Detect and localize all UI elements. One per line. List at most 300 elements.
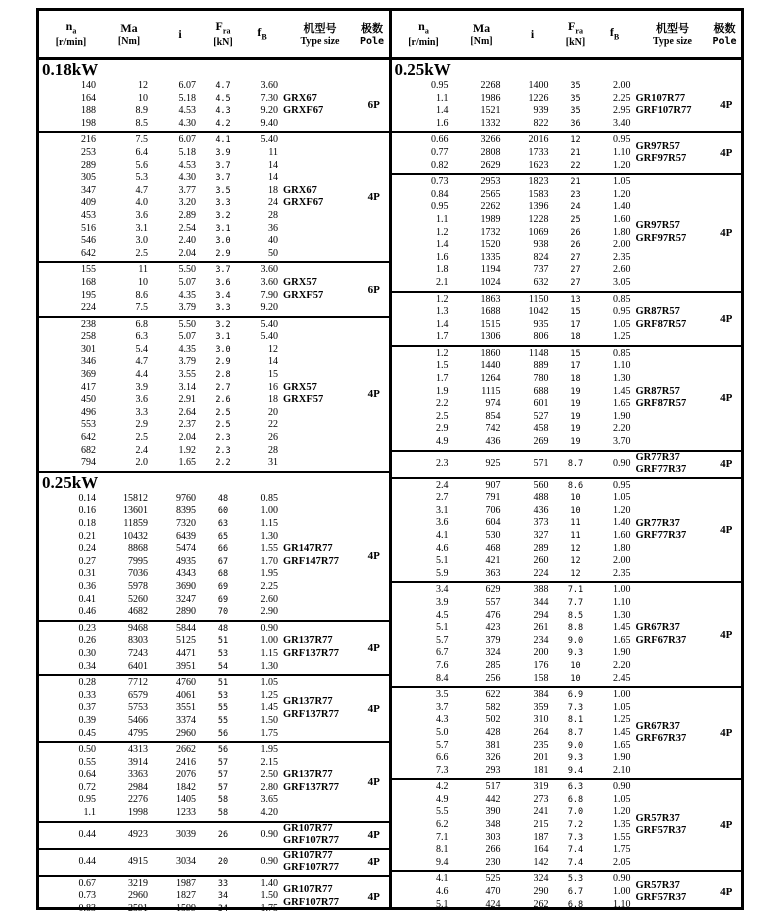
table-row bbox=[392, 306, 636, 319]
cell-ma: 2960 bbox=[128, 890, 148, 902]
cell-i: 164 bbox=[533, 844, 549, 856]
cell-i: 1150 bbox=[528, 293, 549, 305]
group-rows bbox=[392, 452, 636, 477]
cell-i: 1827 bbox=[176, 890, 196, 902]
cell-fra: 3.0 bbox=[215, 236, 231, 247]
table-row bbox=[392, 765, 636, 778]
type-size-line: GR107R77 bbox=[283, 884, 333, 896]
cell-i: 260 bbox=[533, 555, 549, 567]
cell-na: 0.46 bbox=[78, 606, 96, 618]
cell-na: 546 bbox=[81, 235, 96, 247]
cell-i: 939 bbox=[533, 105, 549, 117]
cell-fra: 3.6 bbox=[215, 277, 231, 288]
cell-i: 215 bbox=[533, 819, 549, 831]
cell-na: 409 bbox=[81, 197, 96, 209]
cell-ma: 4682 bbox=[128, 606, 148, 618]
cell-fb: 31 bbox=[268, 457, 278, 469]
cell-na: 3.4 bbox=[436, 584, 449, 596]
cell-fra: 55 bbox=[217, 703, 229, 714]
cell-ma: 10432 bbox=[123, 530, 148, 542]
cell-fra: 8.7 bbox=[567, 458, 584, 469]
cell-fb: 1.00 bbox=[260, 635, 278, 647]
cell-na: 8.1 bbox=[436, 844, 449, 856]
cell-ma: 8.9 bbox=[135, 105, 148, 117]
cell-i: 822 bbox=[533, 117, 549, 129]
cell-fra: 34 bbox=[217, 903, 229, 914]
cell-fra: 7.2 bbox=[567, 820, 584, 831]
cell-ma: 3.6 bbox=[135, 394, 148, 406]
rating-group bbox=[392, 479, 742, 584]
cell-fb: 40 bbox=[268, 235, 278, 247]
type-size-label bbox=[283, 133, 359, 261]
type-size-label bbox=[636, 347, 712, 450]
table-row bbox=[392, 80, 636, 93]
cell-fb: 1.40 bbox=[613, 201, 631, 213]
table-row bbox=[39, 677, 283, 690]
cell-ma: 3219 bbox=[128, 877, 148, 889]
table-row bbox=[39, 369, 283, 382]
cell-i: 3374 bbox=[176, 714, 196, 726]
cell-i: 4343 bbox=[176, 568, 196, 580]
col-header-na bbox=[39, 11, 103, 57]
rating-group bbox=[392, 688, 742, 780]
type-size-label bbox=[283, 263, 359, 315]
cell-ma: 2.5 bbox=[135, 432, 148, 444]
col-unit: [Nm] bbox=[117, 35, 141, 47]
cell-na: 224 bbox=[81, 302, 96, 314]
cell-na: 1.9 bbox=[436, 385, 449, 397]
cell-fb: 1.55 bbox=[260, 543, 278, 555]
cell-fra: 26 bbox=[570, 227, 581, 238]
type-size-label bbox=[636, 293, 712, 345]
cell-ma: 2.0 bbox=[135, 457, 148, 469]
cell-ma: 421 bbox=[485, 555, 501, 567]
cell-na: 2.9 bbox=[436, 423, 449, 435]
cell-na: 0.44 bbox=[78, 828, 96, 840]
pole-label: 4P bbox=[367, 890, 380, 903]
cell-i: 935 bbox=[533, 318, 549, 330]
cell-i: 1823 bbox=[528, 176, 549, 188]
cell-fb: 2.35 bbox=[613, 251, 631, 263]
cell-i: 373 bbox=[533, 517, 549, 529]
cell-fra: 2.5 bbox=[215, 420, 231, 431]
cell-ma: 381 bbox=[485, 739, 501, 751]
cell-ma: 13601 bbox=[123, 505, 148, 517]
cell-na: 0.55 bbox=[78, 756, 96, 768]
type-size-label bbox=[636, 872, 712, 912]
table-row bbox=[39, 134, 283, 147]
cell-fb: 14 bbox=[268, 159, 278, 171]
cell-ma: 468 bbox=[485, 542, 501, 554]
type-size-label bbox=[283, 850, 359, 875]
power-section-title: 0.25kW bbox=[394, 60, 451, 79]
col-symbol: Ma bbox=[120, 20, 138, 35]
cell-fra: 7.7 bbox=[567, 597, 584, 608]
cell-na: 1.7 bbox=[436, 331, 449, 343]
cell-i: 142 bbox=[533, 856, 549, 868]
cell-fra: 2.3 bbox=[215, 433, 231, 444]
table-row bbox=[39, 223, 283, 236]
cell-ma: 2276 bbox=[128, 794, 148, 806]
type-size-line: GRF87R57 bbox=[635, 398, 687, 410]
type-size-line: GRF107R77 bbox=[283, 896, 339, 908]
col-symbol: i bbox=[530, 26, 535, 41]
group-rows bbox=[392, 583, 636, 686]
cell-ma: 10 bbox=[138, 276, 148, 288]
pole-label: 4P bbox=[367, 641, 380, 654]
cell-i: 5844 bbox=[176, 622, 196, 634]
cell-na: 0.95 bbox=[431, 80, 449, 91]
table-row bbox=[39, 531, 283, 544]
cell-fb: 1.30 bbox=[260, 530, 278, 542]
cell-fb: 14 bbox=[268, 172, 278, 184]
col-header-ma bbox=[103, 11, 155, 57]
cell-na: 0.72 bbox=[78, 781, 96, 793]
table-row bbox=[392, 568, 636, 581]
cell-fra: 3.4 bbox=[215, 290, 231, 301]
cell-fra: 3.1 bbox=[215, 223, 231, 234]
cell-ma: 326 bbox=[485, 752, 501, 764]
cell-fra: 21 bbox=[570, 177, 581, 188]
type-size-line: GRF147R77 bbox=[283, 555, 339, 567]
cell-na: 6.7 bbox=[436, 647, 449, 659]
cell-i: 201 bbox=[533, 752, 549, 764]
type-size-line: GRX67 bbox=[283, 92, 317, 104]
cell-fb: 1.50 bbox=[260, 890, 278, 902]
cell-na: 4.9 bbox=[436, 436, 449, 448]
group-rows bbox=[39, 877, 283, 916]
pole-label: 4P bbox=[720, 392, 733, 405]
type-size-line: GRF97R57 bbox=[635, 232, 687, 244]
cell-ma: 1521 bbox=[480, 105, 501, 117]
cell-na: 5.7 bbox=[436, 634, 449, 646]
cell-ma: 2.5 bbox=[135, 247, 148, 259]
cell-ma: 974 bbox=[485, 398, 501, 410]
cell-ma: 557 bbox=[485, 596, 501, 608]
cell-fra: 60 bbox=[217, 506, 229, 517]
cell-fb: 0.90 bbox=[613, 873, 631, 885]
type-size-line: GRXF57 bbox=[283, 289, 324, 301]
table-row bbox=[39, 197, 283, 210]
cell-i: 4.30 bbox=[178, 172, 196, 184]
cell-fra: 9.0 bbox=[567, 635, 584, 646]
left-ratings-table bbox=[39, 11, 392, 914]
type-size-line: GRF77R37 bbox=[635, 464, 687, 476]
cell-fra: 6.7 bbox=[567, 887, 584, 898]
type-size-line: GR107R77 bbox=[283, 849, 333, 861]
cell-fb: 1.75 bbox=[260, 727, 278, 739]
cell-fb: 7.90 bbox=[260, 289, 278, 301]
cell-i: 436 bbox=[533, 504, 549, 516]
cell-fra: 27 bbox=[570, 277, 581, 288]
cell-na: 0.26 bbox=[78, 635, 96, 647]
cell-fb: 1.10 bbox=[613, 898, 631, 910]
cell-na: 417 bbox=[81, 381, 96, 393]
table-row bbox=[39, 172, 283, 185]
cell-fb: 1.00 bbox=[260, 505, 278, 517]
cell-i: 4.53 bbox=[178, 105, 196, 117]
cell-fra: 8.1 bbox=[567, 715, 584, 726]
cell-fra: 19 bbox=[570, 437, 581, 448]
table-row bbox=[39, 277, 283, 290]
type-size-line: GR137R77 bbox=[283, 696, 333, 708]
cell-ma: 230 bbox=[485, 856, 501, 868]
cell-fra: 6.8 bbox=[567, 899, 584, 910]
cell-na: 164 bbox=[81, 92, 96, 104]
cell-ma: 3914 bbox=[128, 756, 148, 768]
cell-fb: 1.20 bbox=[613, 806, 631, 818]
cell-na: 7.6 bbox=[436, 659, 449, 671]
cell-na: 0.66 bbox=[431, 134, 449, 146]
cell-i: 2890 bbox=[176, 606, 196, 618]
cell-fra: 6.9 bbox=[567, 690, 584, 701]
cell-i: 6439 bbox=[176, 530, 196, 542]
cell-fra: 20 bbox=[217, 856, 229, 867]
cell-na: 4.1 bbox=[436, 873, 449, 885]
pole-label: 4P bbox=[720, 886, 733, 899]
table-row bbox=[392, 386, 636, 399]
cell-fra: 3.2 bbox=[215, 210, 231, 221]
cell-na: 5.1 bbox=[436, 898, 449, 910]
cell-ma: 8303 bbox=[128, 635, 148, 647]
cell-i: 2.54 bbox=[178, 222, 196, 234]
table-row bbox=[392, 622, 636, 635]
cell-fra: 19 bbox=[570, 411, 581, 422]
rating-group bbox=[392, 133, 742, 175]
table-row bbox=[39, 728, 283, 741]
cell-fra: 23 bbox=[570, 189, 581, 200]
cell-i: 1.92 bbox=[178, 444, 196, 456]
group-rows bbox=[392, 79, 636, 131]
col-unit: [r/min] bbox=[408, 36, 439, 48]
cell-i: 4935 bbox=[176, 555, 196, 567]
cell-fb: 0.90 bbox=[260, 828, 278, 840]
cell-fb: 2.25 bbox=[260, 580, 278, 592]
cell-fb: 1.90 bbox=[613, 647, 631, 659]
pole-label: 4P bbox=[367, 775, 380, 788]
cell-fb: 2.60 bbox=[260, 593, 278, 605]
cell-ma: 1440 bbox=[480, 360, 501, 372]
table-header bbox=[39, 11, 389, 60]
cell-fb: 18 bbox=[268, 394, 278, 406]
cell-ma: 604 bbox=[485, 517, 501, 529]
table-row bbox=[392, 252, 636, 265]
cell-fb: 1.10 bbox=[613, 596, 631, 608]
cell-i: 388 bbox=[533, 584, 549, 596]
cell-na: 0.83 bbox=[78, 902, 96, 914]
cell-ma: 7.5 bbox=[135, 134, 148, 146]
cell-fra: 18 bbox=[570, 332, 581, 343]
table-row bbox=[39, 493, 283, 506]
cell-na: 8.4 bbox=[436, 672, 449, 684]
col-unit: Pole bbox=[359, 35, 385, 47]
cell-ma: 6.3 bbox=[135, 331, 148, 343]
table-row bbox=[392, 873, 636, 886]
table-row bbox=[392, 147, 636, 160]
type-size-line: GR137R77 bbox=[283, 635, 333, 647]
cell-na: 3.9 bbox=[436, 596, 449, 608]
cell-fb: 2.95 bbox=[613, 105, 631, 117]
group-rows bbox=[39, 823, 283, 848]
cell-fb: 2.20 bbox=[613, 659, 631, 671]
cell-ma: 7995 bbox=[128, 555, 148, 567]
cell-fra: 10 bbox=[570, 660, 581, 671]
table-row bbox=[39, 432, 283, 445]
col-unit: Type size bbox=[653, 35, 692, 47]
type-size-line: GRF67R37 bbox=[635, 733, 687, 745]
cell-i: 269 bbox=[533, 436, 549, 448]
cell-fra: 2.7 bbox=[215, 382, 231, 393]
cell-fra: 8.6 bbox=[567, 480, 584, 491]
cell-ma: 1863 bbox=[480, 293, 501, 305]
pole-label: 4P bbox=[367, 829, 380, 842]
table-row bbox=[39, 331, 283, 344]
cell-ma: 379 bbox=[485, 634, 501, 646]
group-rows bbox=[392, 688, 636, 778]
cell-ma: 1332 bbox=[480, 117, 501, 129]
cell-ma: 390 bbox=[485, 806, 501, 818]
col-symbol: $f_B$ bbox=[609, 25, 620, 42]
cell-fb: 2.90 bbox=[260, 606, 278, 618]
group-rows bbox=[39, 492, 283, 620]
table-row bbox=[392, 319, 636, 332]
type-size-label bbox=[283, 318, 359, 471]
cell-ma: 3.3 bbox=[135, 406, 148, 418]
cell-na: 682 bbox=[81, 444, 96, 456]
pole-label: 4P bbox=[720, 727, 733, 740]
cell-fb: 1.05 bbox=[613, 318, 631, 330]
cell-fb: 3.65 bbox=[260, 794, 278, 806]
col-unit: [kN] bbox=[213, 36, 233, 48]
cell-fra: 8.8 bbox=[567, 623, 584, 634]
cell-fb: 7.30 bbox=[260, 92, 278, 104]
type-size-line: GR87R57 bbox=[635, 385, 680, 397]
cell-ma: 428 bbox=[485, 726, 501, 738]
cell-na: 289 bbox=[81, 159, 96, 171]
cell-fb: 1.45 bbox=[613, 385, 631, 397]
cell-fb: 1.65 bbox=[613, 739, 631, 751]
group-rows bbox=[392, 347, 636, 450]
cell-fb: 1.10 bbox=[613, 360, 631, 372]
cell-i: 1599 bbox=[176, 902, 196, 914]
cell-fra: 3.7 bbox=[215, 173, 231, 184]
cell-ma: 2591 bbox=[128, 902, 148, 914]
cell-i: 235 bbox=[533, 739, 549, 751]
cell-i: 224 bbox=[533, 567, 549, 579]
cell-fb: 1.35 bbox=[613, 819, 631, 831]
type-size-label bbox=[636, 688, 712, 778]
table-row bbox=[39, 302, 283, 315]
cell-ma: 8868 bbox=[128, 543, 148, 555]
cell-na: 346 bbox=[81, 356, 96, 368]
table-row bbox=[392, 93, 636, 106]
rating-group bbox=[39, 850, 389, 877]
table-header bbox=[392, 11, 742, 60]
cell-fra: 65 bbox=[217, 531, 229, 542]
cell-fb: 1.60 bbox=[613, 530, 631, 541]
cell-na: 0.67 bbox=[78, 877, 96, 889]
cell-fra: 35 bbox=[570, 106, 581, 117]
col-unit: [kN] bbox=[565, 36, 586, 48]
cell-i: 1733 bbox=[528, 146, 549, 158]
cell-fb: 2.05 bbox=[613, 856, 631, 868]
cell-fb: 2.50 bbox=[260, 769, 278, 781]
cell-fb: 1.20 bbox=[613, 188, 631, 200]
cell-na: 496 bbox=[81, 406, 96, 418]
cell-ma: 266 bbox=[485, 844, 501, 856]
cell-na: 0.50 bbox=[78, 744, 96, 756]
cell-fb: 1.45 bbox=[613, 622, 631, 634]
rating-group bbox=[39, 622, 389, 676]
cell-fb: 0.90 bbox=[260, 855, 278, 867]
cell-na: 5.0 bbox=[436, 726, 449, 738]
cell-fb: 1.95 bbox=[260, 744, 278, 756]
table-row bbox=[392, 543, 636, 556]
cell-i: 200 bbox=[533, 647, 549, 659]
cell-fb: 1.80 bbox=[613, 542, 631, 554]
cell-fb: 2.20 bbox=[613, 423, 631, 435]
table-row bbox=[392, 702, 636, 715]
col-symbol: $n_a$ bbox=[418, 19, 429, 36]
cell-i: 2.04 bbox=[178, 247, 196, 259]
table-row bbox=[392, 530, 636, 543]
cell-ma: 8.5 bbox=[135, 117, 148, 129]
type-size-line: GR57R37 bbox=[635, 879, 680, 891]
group-rows bbox=[39, 133, 283, 261]
cell-i: 1987 bbox=[176, 877, 196, 889]
cell-fra: 3.0 bbox=[215, 344, 231, 355]
table-row bbox=[39, 568, 283, 581]
table-row bbox=[392, 411, 636, 424]
pole-label: 4P bbox=[367, 702, 380, 715]
cell-fb: 1.00 bbox=[613, 689, 631, 701]
cell-ma: 1264 bbox=[480, 373, 501, 385]
type-size-label bbox=[283, 676, 359, 741]
cell-fb: 1.50 bbox=[260, 714, 278, 726]
cell-na: 4.1 bbox=[436, 530, 449, 541]
cell-fra: 56 bbox=[217, 728, 229, 739]
rating-group bbox=[392, 347, 742, 452]
cell-ma: 12 bbox=[138, 80, 148, 91]
group-rows bbox=[392, 175, 636, 290]
cell-ma: 15812 bbox=[123, 492, 148, 504]
table-row bbox=[392, 689, 636, 702]
cell-fb: 0.90 bbox=[260, 622, 278, 634]
table-row bbox=[392, 832, 636, 845]
cell-i: 3.79 bbox=[178, 302, 196, 314]
cell-ma: 442 bbox=[485, 793, 501, 805]
cell-fra: 17 bbox=[570, 361, 581, 372]
table-row bbox=[39, 661, 283, 674]
table-row bbox=[39, 856, 283, 869]
cell-na: 1.2 bbox=[436, 293, 449, 305]
cell-fb: 1.25 bbox=[613, 331, 631, 343]
cell-i: 1405 bbox=[176, 794, 196, 806]
cell-fb: 15 bbox=[268, 369, 278, 381]
table-row bbox=[392, 264, 636, 277]
cell-i: 273 bbox=[533, 793, 549, 805]
table-row bbox=[392, 857, 636, 870]
cell-i: 1583 bbox=[528, 188, 549, 200]
cell-fra: 3.3 bbox=[215, 303, 231, 314]
cell-na: 195 bbox=[81, 289, 96, 301]
cell-ma: 476 bbox=[485, 609, 501, 621]
table-row bbox=[39, 445, 283, 458]
pole-label: 4P bbox=[720, 524, 733, 536]
type-size-line: GR137R77 bbox=[283, 769, 333, 781]
cell-fb: 1.65 bbox=[613, 398, 631, 410]
cell-fb: 1.20 bbox=[613, 504, 631, 516]
